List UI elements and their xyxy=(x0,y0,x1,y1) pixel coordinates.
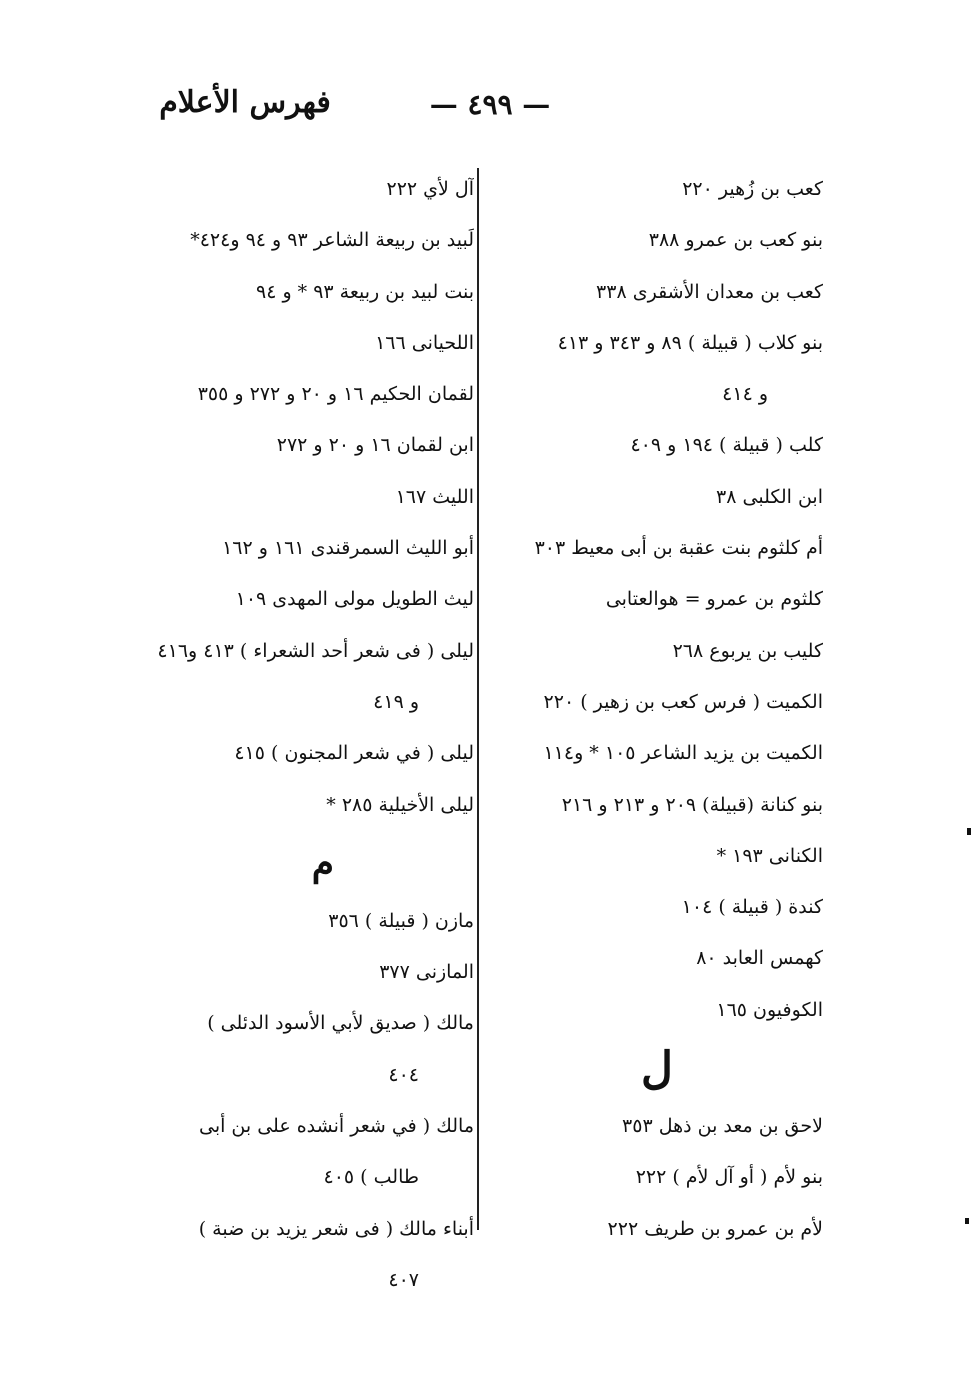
index-entry: كعب بن معدان الأشقرى ٣٣٨ xyxy=(596,280,823,303)
index-entry: كلثوم بن عمرو = هوالعتابى xyxy=(605,588,823,611)
index-entry: ليث الطويل مولى المهدى ١٠٩ xyxy=(235,588,474,611)
index-entry: مازن ( قبيلة ) ٣٥٦ xyxy=(328,909,474,932)
scan-mark xyxy=(967,828,971,835)
index-entry: لقمان الحكيم ١٦ و ٢٠ و ٢٧٢ و ٣٥٥ xyxy=(197,383,474,406)
index-entry: لاحق بن معد بن ذهل ٣٥٣ xyxy=(622,1115,823,1138)
index-entry: ليلى ( فى شعر أحد الشعراء ) ٤١٣ و٤١٦ xyxy=(157,639,474,662)
index-entry: الليث ١٦٧ xyxy=(395,485,474,508)
index-entry: ليلى ( في شعر المجنون ) ٤١٥ xyxy=(234,742,474,765)
index-entry: كعب بن زُهير ٢٢٠ xyxy=(682,178,823,200)
index-entry: أم كلثوم بنت عقبة بن أبى معيط ٣٠٣ xyxy=(534,537,823,560)
index-entry: لأم بن عمرو بن طريف ٢٢٢ xyxy=(607,1217,823,1240)
index-entry: آل لأي ٢٢٢ xyxy=(386,178,474,200)
index-entry: مالك ( في شعر أنشده على بن أبى xyxy=(198,1115,474,1138)
index-entry: بنو كنانة (قبيلة) ٢٠٩ و ٢١٣ و ٢١٦ xyxy=(561,793,823,816)
index-entry: أبو الليث السمرقندى ١٦١ و ١٦٢ xyxy=(222,537,474,560)
page-title: فهرس الأعلام xyxy=(159,85,331,120)
index-entry: بنو كلاب ( قبيلة ) ٨٩ و ٣٤٣ و ٤١٣ xyxy=(557,331,823,354)
section-heading-mim xyxy=(134,831,474,896)
index-entry-continuation: و ٤١٩ xyxy=(373,690,419,713)
index-entry: لَبيد بن ربيعة الشاعر ٩٣ و ٩٤ و٤٢٤* xyxy=(190,229,474,252)
page-number: — ٤٩٩ — xyxy=(429,88,551,121)
index-entry: مالك ( صديق لأبي الأسود الدئلى ) xyxy=(207,1012,474,1035)
index-entry: كلب ( قبيلة ) ١٩٤ و ٤٠٩ xyxy=(630,434,823,457)
index-entry-continuation: طالب ) ٤٠٥ xyxy=(323,1166,419,1189)
index-entry: الكنانى ١٩٣ * xyxy=(716,844,823,867)
section-letter: م xyxy=(311,841,334,884)
column-divider xyxy=(477,168,479,1230)
index-entry: بنو كعب بن عمرو ٣٨٨ xyxy=(648,229,823,252)
section-letter: ل xyxy=(641,1043,673,1095)
index-entry: أبناء مالك ( فى شعر يزيد بن ضبة ) xyxy=(198,1217,474,1240)
index-entry: كليب بن يربوع ٢٦٨ xyxy=(672,639,823,662)
index-entry: المازنى ٣٧٧ xyxy=(379,961,474,984)
index-entry: كهمس العابد ٨٠ xyxy=(696,947,823,970)
index-entry: كندة ( قبيلة ) ١٠٤ xyxy=(681,896,823,919)
index-entry: ليلى الأخيلية ٢٨٥ * xyxy=(326,793,474,816)
index-entry-continuation: ٤٠٧ xyxy=(388,1268,419,1291)
scan-mark xyxy=(965,1218,969,1224)
right-index-column xyxy=(493,164,823,1255)
index-entry: ابن الكلبى ٣٨ xyxy=(716,485,823,508)
index-entry: ابن لقمان ١٦ و ٢٠ و ٢٧٢ xyxy=(276,434,474,457)
index-entry: الكميت ( فرس كعب بن زهير ) ٢٢٠ xyxy=(543,690,823,713)
section-heading-lam xyxy=(493,1036,823,1101)
index-entry-continuation: و ٤١٤ xyxy=(722,383,768,406)
index-entry: الكميت بن يزيد الشاعر ١٠٥ * و١١٤ xyxy=(543,742,823,765)
index-entry: بنو لأم ( أو آل لأم ) ٢٢٢ xyxy=(635,1166,823,1189)
index-entry: الكوفيون ١٦٥ xyxy=(716,998,823,1021)
index-entry-continuation: ٤٠٤ xyxy=(388,1063,419,1086)
left-index-column xyxy=(134,164,474,1306)
index-entry: اللحيانى ١٦٦ xyxy=(375,331,474,354)
index-entry: بنت لبيد بن ربيعة ٩٣ * و ٩٤ xyxy=(255,280,474,303)
